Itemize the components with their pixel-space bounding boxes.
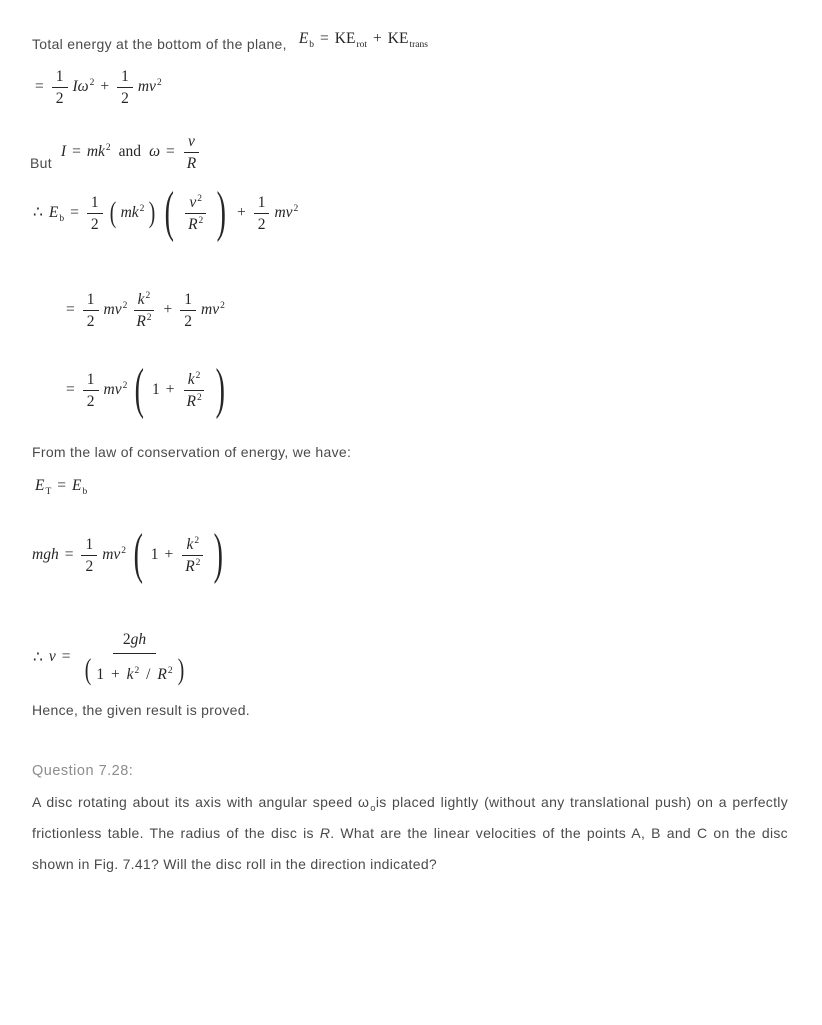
left-paren: (	[165, 181, 175, 243]
question-heading: Question 7.28:	[32, 763, 134, 779]
equation-substituted: = $\frac{1}{2}$ $mv^2$ $\frac{k^2}{R^2}$ + $\frac{1}{2}$ $mv^2$	[66, 291, 225, 331]
right-paren: )	[178, 653, 185, 687]
left-paren: (	[134, 358, 145, 420]
conservation-text: From the law of conservation of energy, we have:	[32, 444, 352, 460]
intro-line	[32, 24, 428, 54]
hence-text: Hence, the given result is proved.	[32, 702, 250, 718]
right-paren: )	[214, 523, 224, 585]
equation-et-eb: $E_T$ = $E_b$	[35, 477, 88, 497]
equation-final-v: ∴ v = $\frac{2gh}{( 1 + k^2 / R^2 )}$	[30, 628, 192, 687]
question-body	[32, 787, 788, 880]
intro-text: Total energy at the bottom of the plane,	[32, 36, 287, 52]
question-text-part2: is placed lightly (without any translational push) on a perfectly frictionless table. The radius of the disc is	[32, 794, 788, 841]
but-line	[30, 131, 202, 174]
right-paren: )	[149, 196, 156, 230]
omega-symbol: ω	[357, 794, 370, 810]
left-paren: (	[84, 653, 91, 687]
equation-ke-sum: = $\frac{1}{2}$ $I\omega^2$ + $\frac{1}{2}$ $mv^2$	[35, 68, 162, 108]
radius-symbol: R	[319, 825, 331, 841]
equation-moment-omega: I = $mk^2$ and ω = $\frac{v}{R}$	[61, 131, 202, 174]
but-text: But	[30, 154, 52, 171]
question-text-part1: A disc rotating about its axis with angular speed	[32, 794, 358, 810]
equation-factored: = $\frac{1}{2}$ $mv^2$ ( 1 + $\frac{k^2}{R^2}$ )	[66, 358, 225, 420]
right-paren: )	[216, 181, 227, 243]
right-paren: )	[215, 358, 225, 420]
equation-mgh: mgh = $\frac{1}{2}$ $mv^2$ ( 1 + $\frac{k^2}{R^2}$ )	[32, 523, 224, 585]
equation-eb-expanded: ∴ $E_b$ = $\frac{1}{2}$ ( $mk^2$ ) ( $\frac{v^2}{R^2}$ ) + $\frac{1}{2}$ $mv^2$	[33, 181, 299, 243]
left-paren: (	[109, 196, 116, 230]
question-text-part3: . What are the linear velocities of the points A, B and C on the disc shown in Fig. 7.41? Will the disc roll in the direction indicated?	[32, 825, 788, 872]
omega-subscript: o	[370, 803, 376, 814]
left-paren: (	[133, 523, 144, 585]
equation-total-energy: $E_b$ = $KE_{rot}$ + $KE_{trans}$	[298, 30, 428, 50]
